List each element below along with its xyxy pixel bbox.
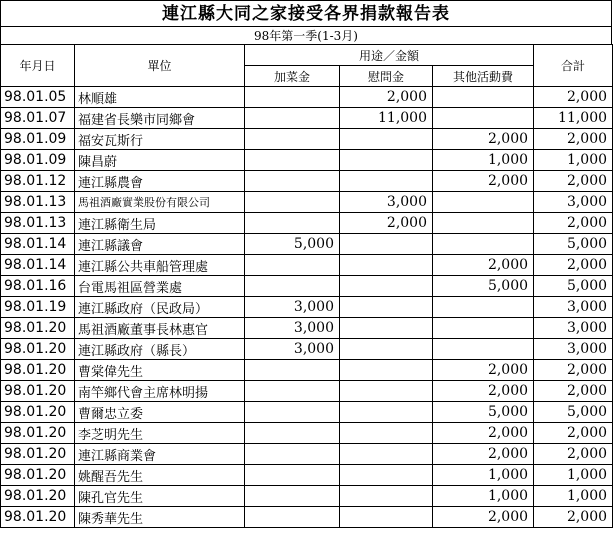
cell-unit: 陳孔官先生 [75,486,245,507]
cell-date: 98.01.13 [1,192,75,213]
cell-total: 3,000 [534,192,613,213]
cell-total: 1,000 [534,486,613,507]
header-date: 年月日 [1,45,75,87]
cell-total: 2,000 [534,423,613,444]
cell-date: 98.01.19 [1,297,75,318]
cell-meal-fund [245,171,340,192]
cell-date: 98.01.20 [1,381,75,402]
cell-condolence-fund [340,381,433,402]
cell-activity-fund: 2,000 [433,129,534,150]
cell-unit: 連江縣衛生局 [75,213,245,234]
cell-activity-fund: 5,000 [433,276,534,297]
cell-meal-fund [245,423,340,444]
cell-condolence-fund [340,129,433,150]
cell-total: 5,000 [534,402,613,423]
cell-meal-fund [245,192,340,213]
table-row [1,234,613,255]
header-purpose-group: 用途／金額 [245,45,534,66]
cell-total: 2,000 [534,381,613,402]
cell-activity-fund: 2,000 [433,171,534,192]
cell-date: 98.01.20 [1,318,75,339]
cell-date: 98.01.07 [1,108,75,129]
cell-date: 98.01.20 [1,486,75,507]
cell-unit: 陳昌蔚 [75,150,245,171]
cell-meal-fund [245,87,340,108]
cell-activity-fund [433,297,534,318]
cell-total: 11,000 [534,108,613,129]
cell-total: 5,000 [534,276,613,297]
header-activity-fund: 其他活動費 [433,66,534,87]
cell-condolence-fund [340,297,433,318]
cell-date: 98.01.14 [1,255,75,276]
cell-date: 98.01.20 [1,402,75,423]
cell-condolence-fund: 2,000 [340,213,433,234]
cell-activity-fund [433,339,534,360]
cell-total: 3,000 [534,339,613,360]
table-row [1,171,613,192]
cell-meal-fund [245,108,340,129]
cell-date: 98.01.09 [1,150,75,171]
cell-condolence-fund [340,339,433,360]
cell-date: 98.01.20 [1,423,75,444]
cell-date: 98.01.14 [1,234,75,255]
cell-meal-fund [245,444,340,465]
report-title: 連江縣大同之家接受各界捐款報告表 [0,0,612,26]
cell-unit: 姚醒吾先生 [75,465,245,486]
cell-unit: 福建省長樂市同鄉會 [75,108,245,129]
cell-meal-fund [245,129,340,150]
table-row [1,465,613,486]
cell-condolence-fund [340,276,433,297]
cell-condolence-fund [340,150,433,171]
cell-activity-fund: 2,000 [433,360,534,381]
table-row [1,108,613,129]
cell-meal-fund [245,381,340,402]
cell-condolence-fund [340,507,433,528]
cell-unit: 連江縣政府（縣長） [75,339,245,360]
cell-total: 2,000 [534,87,613,108]
cell-condolence-fund [340,423,433,444]
table-row [1,87,613,108]
cell-condolence-fund: 11,000 [340,108,433,129]
cell-date: 98.01.20 [1,339,75,360]
cell-meal-fund [245,276,340,297]
cell-meal-fund [245,360,340,381]
table-row [1,213,613,234]
cell-unit: 連江縣公共車船管理處 [75,255,245,276]
cell-activity-fund: 2,000 [433,444,534,465]
cell-unit: 李芝明先生 [75,423,245,444]
cell-date: 98.01.12 [1,171,75,192]
cell-activity-fund [433,318,534,339]
donation-table [0,44,613,528]
table-row [1,318,613,339]
table-row [1,297,613,318]
header-meal-fund: 加菜金 [245,66,340,87]
cell-date: 98.01.13 [1,213,75,234]
cell-date: 98.01.20 [1,507,75,528]
table-row [1,423,613,444]
cell-unit: 馬祖酒廠實業股份有限公司 [75,192,245,213]
cell-meal-fund [245,213,340,234]
cell-total: 1,000 [534,465,613,486]
cell-condolence-fund: 2,000 [340,87,433,108]
cell-condolence-fund [340,171,433,192]
cell-meal-fund [245,465,340,486]
table-body [1,87,613,528]
cell-date: 98.01.20 [1,444,75,465]
cell-unit: 福安瓦斯行 [75,129,245,150]
table-row [1,507,613,528]
cell-meal-fund [245,150,340,171]
cell-total: 2,000 [534,171,613,192]
cell-date: 98.01.05 [1,87,75,108]
cell-unit: 連江縣商業會 [75,444,245,465]
cell-condolence-fund [340,234,433,255]
table-row [1,339,613,360]
cell-unit: 陳秀華先生 [75,507,245,528]
cell-condolence-fund [340,318,433,339]
cell-total: 2,000 [534,255,613,276]
cell-condolence-fund [340,255,433,276]
cell-total: 2,000 [534,129,613,150]
cell-date: 98.01.20 [1,465,75,486]
cell-unit: 連江縣議會 [75,234,245,255]
cell-condolence-fund: 3,000 [340,192,433,213]
cell-activity-fund [433,234,534,255]
cell-meal-fund: 3,000 [245,297,340,318]
cell-meal-fund [245,402,340,423]
cell-activity-fund [433,192,534,213]
cell-activity-fund: 2,000 [433,423,534,444]
table-row [1,444,613,465]
cell-meal-fund [245,486,340,507]
cell-unit: 台電馬祖區營業處 [75,276,245,297]
cell-unit: 林順雄 [75,87,245,108]
cell-unit: 曹棠偉先生 [75,360,245,381]
cell-activity-fund [433,213,534,234]
cell-date: 98.01.09 [1,129,75,150]
table-row [1,360,613,381]
cell-condolence-fund [340,360,433,381]
cell-unit: 曹爾忠立委 [75,402,245,423]
cell-unit: 連江縣政府（民政局） [75,297,245,318]
cell-activity-fund: 1,000 [433,465,534,486]
cell-total: 2,000 [534,213,613,234]
cell-meal-fund: 3,000 [245,318,340,339]
cell-date: 98.01.20 [1,360,75,381]
cell-activity-fund: 2,000 [433,255,534,276]
cell-meal-fund [245,255,340,276]
report-subtitle: 98年第一季(1-3月) [0,26,612,44]
cell-total: 2,000 [534,444,613,465]
cell-unit: 馬祖酒廠董事長林惠官 [75,318,245,339]
table-row [1,150,613,171]
cell-meal-fund: 3,000 [245,339,340,360]
cell-total: 2,000 [534,507,613,528]
cell-total: 5,000 [534,234,613,255]
cell-unit: 南竿鄉代會主席林明揚 [75,381,245,402]
header-unit: 單位 [75,45,245,87]
cell-condolence-fund [340,402,433,423]
header-total: 合計 [534,45,613,87]
cell-activity-fund: 1,000 [433,150,534,171]
table-row [1,129,613,150]
cell-activity-fund: 5,000 [433,402,534,423]
table-row [1,486,613,507]
cell-activity-fund: 2,000 [433,381,534,402]
cell-total: 3,000 [534,318,613,339]
header-condolence-fund: 慰問金 [340,66,433,87]
cell-condolence-fund [340,486,433,507]
cell-unit: 連江縣農會 [75,171,245,192]
cell-condolence-fund [340,465,433,486]
cell-activity-fund: 1,000 [433,486,534,507]
cell-condolence-fund [340,444,433,465]
cell-activity-fund: 2,000 [433,507,534,528]
cell-date: 98.01.16 [1,276,75,297]
table-row [1,255,613,276]
table-row [1,402,613,423]
cell-meal-fund [245,507,340,528]
cell-total: 3,000 [534,297,613,318]
cell-activity-fund [433,87,534,108]
cell-activity-fund [433,108,534,129]
table-row [1,276,613,297]
cell-total: 2,000 [534,360,613,381]
cell-total: 1,000 [534,150,613,171]
table-row [1,192,613,213]
cell-meal-fund: 5,000 [245,234,340,255]
table-row [1,381,613,402]
